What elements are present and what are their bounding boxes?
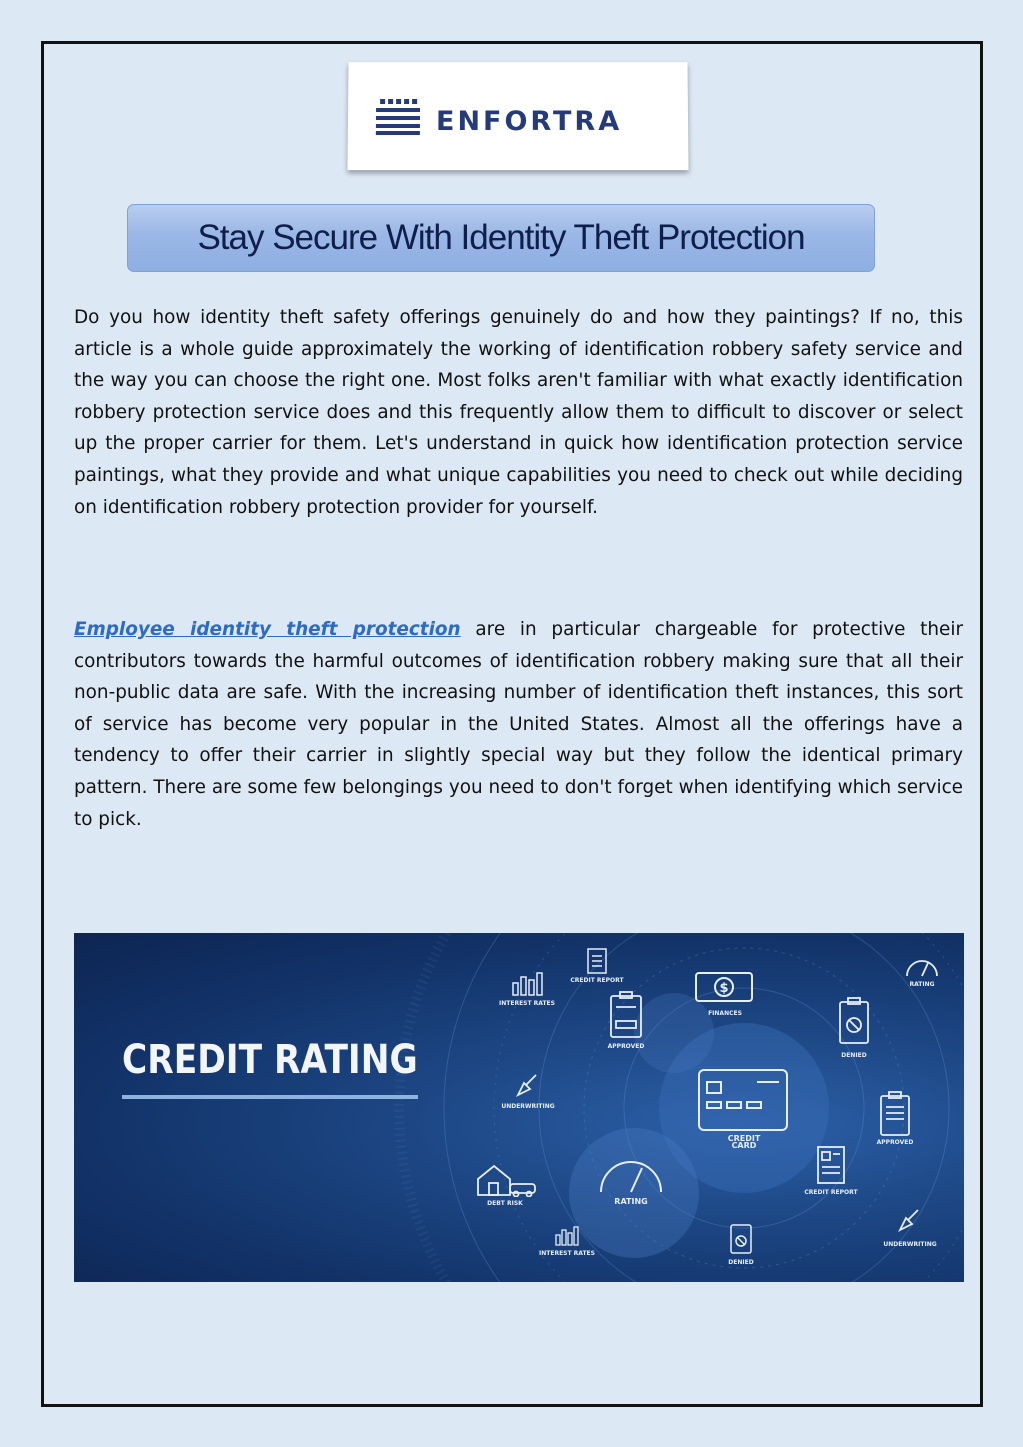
document-icon [586,947,608,975]
banner-underline [122,1095,418,1099]
credit-card-label: CREDIT CARD [727,1134,761,1150]
page-frame [41,41,983,1407]
approved-label-left: APPROVED [607,1043,645,1050]
approved-label-right: APPROVED [876,1139,914,1146]
pen-nib-icon-right [896,1208,922,1234]
interest-rates-label-small: INTEREST RATES [539,1250,595,1257]
rating-label-top: RATING [909,981,935,988]
rating-label-center: RATING [614,1197,648,1206]
denied-clipboard-icon [838,997,870,1045]
approved-clipboard-icon [609,991,643,1039]
bar-chart-icon-small [554,1225,580,1247]
title-banner [127,204,875,272]
page-title: Stay Secure With Identity Theft Protection [197,218,805,257]
intro-paragraph: Do you how identity theft safety offerings genuinely do and how they paintings? If no, this article is a whole guide approximately the working of identification robbery safety service and the way you can choose the right one. Most folks aren't familiar with what exactly identification robbery protection service does and this frequently allow them to difficult to discover or select up the proper carrier for them. Let's understand in quick how identification protection service paintings, what they provide and what unique capabilities you need to check out while deciding on identification robbery protection provider for yourself. [74,307,963,518]
enfortra-stacked-bars-icon [376,99,420,135]
logo [347,62,688,170]
credit-card-icon [697,1068,789,1132]
approved-clipboard-icon-right [879,1091,911,1137]
debt-risk-label: DEBT RISK [487,1200,523,1207]
dollar-bill-icon [694,971,754,1003]
employee-protection-paragraph [74,614,963,835]
svg-text:$: $ [719,981,729,996]
denied-clipboard-icon-small [729,1221,753,1255]
brand-name: ENFORTRA [435,106,623,138]
banner-title: CREDIT RATING [122,1037,418,1083]
credit-report-label-top: CREDIT REPORT [570,977,624,984]
credit-report-label-right: CREDIT REPORT [804,1189,858,1196]
gauge-icon [904,955,940,979]
underwriting-label-right: UNDERWRITING [883,1241,937,1248]
employee-identity-theft-protection-link[interactable]: Employee identity theft protection [74,619,461,640]
bar-chart-icon [511,971,543,997]
denied-label-right: DENIED [841,1052,867,1059]
rating-gauge-icon [596,1148,666,1196]
underwriting-label-left: UNDERWRITING [501,1103,555,1110]
finances-label: FINANCES [708,1010,742,1017]
interest-rates-label: INTEREST RATES [499,1000,555,1007]
house-car-icon [476,1163,538,1197]
paragraph-text: are in particular chargeable for protective their contributors towards the harmful outcomes of identification robbery making sure that all their non-public data are safe. With the increasing number of identification theft instances, this sort of service has become very popular in the United States. Almost all the offerings have a tendency to offer their carrier in slightly special way but they follow the identical primary pattern. There are some few belongings you need to don't forget when identifying which service to pick. [74,619,964,830]
pen-nib-icon [514,1073,540,1099]
credit-report-icon [816,1145,846,1185]
denied-label-bottom: DENIED [728,1259,754,1266]
credit-rating-banner-image [74,933,964,1282]
